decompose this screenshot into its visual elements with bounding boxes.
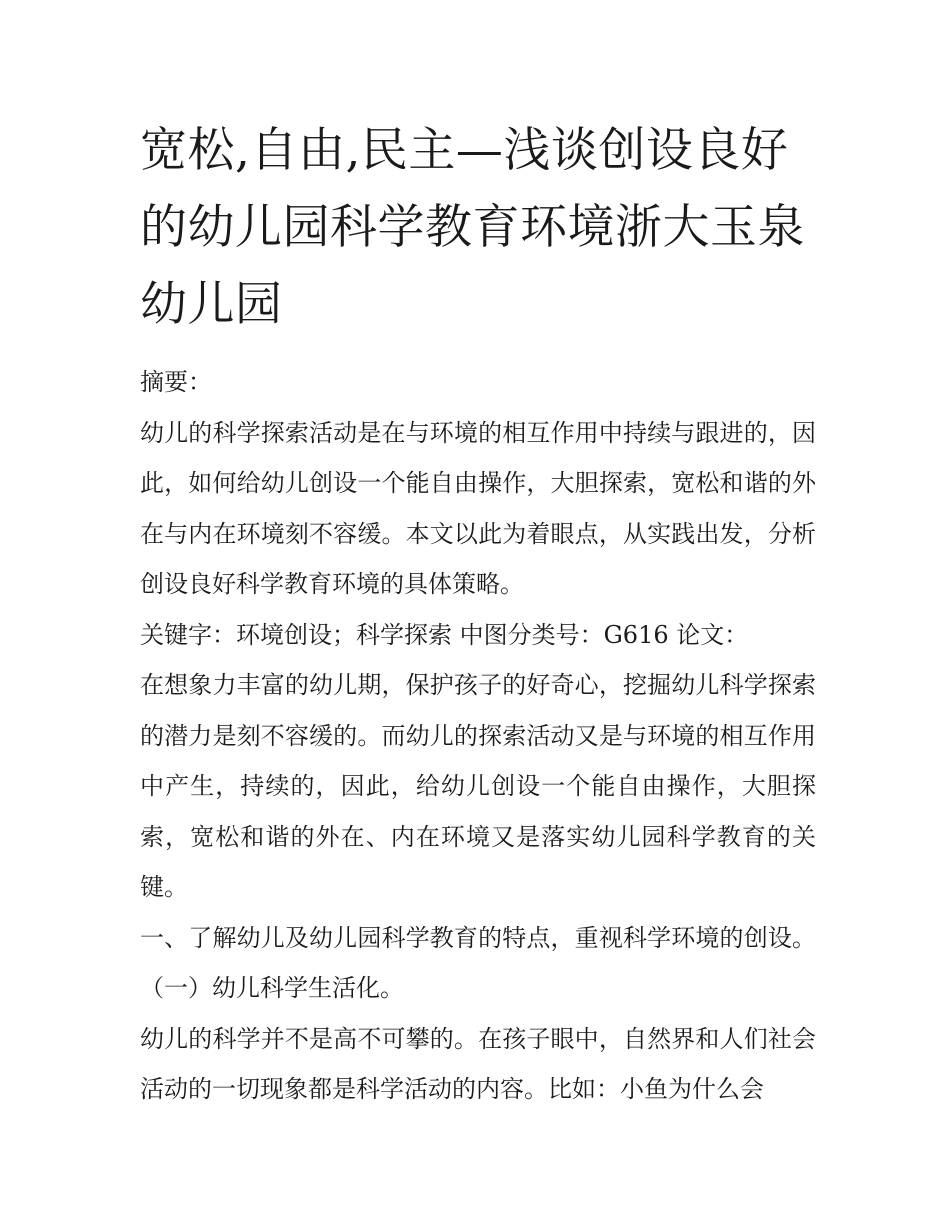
document-page — [140, 112, 816, 1115]
keywords-line: 关键字：环境创设；科学探索 中图分类号：G616 论文： — [140, 620, 749, 649]
abstract-label: 摘要： — [140, 368, 212, 396]
document-title: 宽松,自由,民主—浅谈创设良好的幼儿园科学教育环境浙大玉泉幼儿园 — [140, 123, 805, 332]
section-heading: 一、了解幼儿及幼儿园科学教育的特点，重视科学环境的创设。（一）幼儿科学生活化。 — [140, 923, 816, 1002]
intro-paragraph: 在想象力丰富的幼儿期，保护孩子的好奇心，挖掘幼儿科学探索的潜力是刻不容缓的。而幼儿的探索活动又是与环境的相互作用中产生，持续的，因此，给幼儿创设一个能自由操作，大胆探索，宽松和谐的外在、内在环境又是落实幼儿园科学教育的关键。 — [140, 671, 816, 901]
abstract-paragraph: 幼儿的科学探索活动是在与环境的相互作用中持续与跟进的，因此，如何给幼儿创设一个能自由操作，大胆探索，宽松和谐的外在与内在环境刻不容缓。本文以此为着眼点，从实践出发，分析创设良好科学教育环境的具体策略。 — [140, 418, 816, 598]
section-body-paragraph: 幼儿的科学并不是高不可攀的。在孩子眼中，自然界和人们社会活动的一切现象都是科学活动的内容。比如：小鱼为什么会 — [140, 1024, 816, 1103]
